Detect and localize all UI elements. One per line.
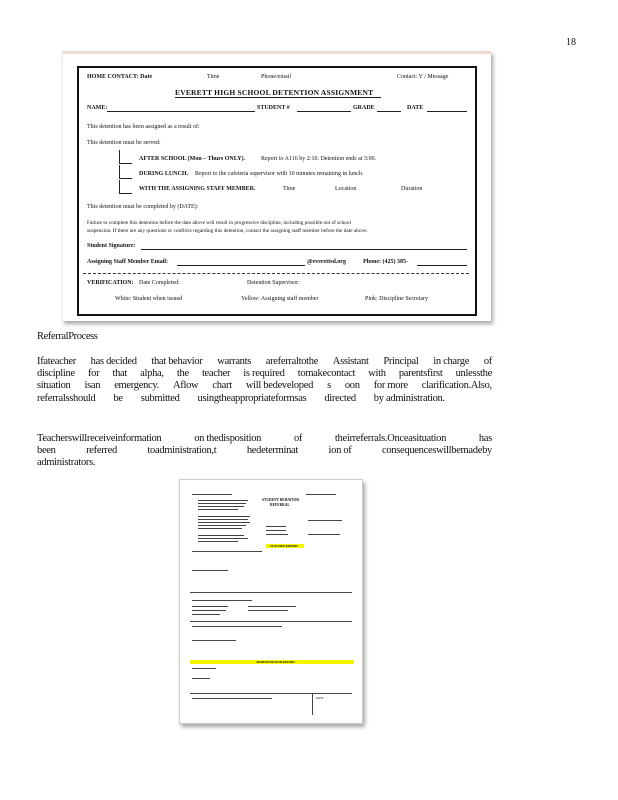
ref-line — [306, 494, 336, 495]
ref-line — [266, 530, 286, 531]
email-line — [177, 265, 305, 266]
paragraph-word: warrants — [217, 356, 252, 367]
referral-title-1: STUDENT BEHAVIOR — [262, 498, 299, 502]
completed-by: This detention must be completed by (DATE): — [87, 204, 199, 210]
paragraph-word: situation — [37, 380, 71, 392]
ref-line — [198, 535, 244, 536]
copy-white: White: Student when issued — [115, 296, 183, 302]
phone-label: Phone: (425) 385- — [363, 259, 408, 265]
paragraph-word: clarification.Also, — [421, 380, 492, 392]
teacher-report-label: TEACHER REPORT — [270, 544, 298, 548]
ref-line — [248, 610, 288, 611]
paragraph-word: by administration. — [373, 392, 445, 404]
date-label: DATE — [407, 105, 424, 111]
time-label: Time — [207, 74, 220, 80]
paragraph-word: tomakecontact — [297, 368, 356, 380]
ref-line — [192, 640, 236, 641]
ref-line — [198, 541, 238, 542]
must-be-served: This detention must be served: — [87, 140, 161, 146]
paragraph-word: has — [478, 433, 492, 444]
page-number: 18 — [566, 37, 576, 48]
paragraph-word: with — [368, 368, 386, 380]
ref-line — [198, 509, 238, 510]
paragraph-word: the — [176, 368, 189, 380]
ref-line — [266, 534, 288, 535]
detention-form-image — [62, 51, 491, 321]
paragraph-word: referralsshould — [37, 392, 96, 404]
admin-report-label: ADMINISTRATOR REPORT — [256, 660, 296, 664]
ref-line — [198, 538, 248, 539]
option-staff-duration: Duration — [401, 186, 423, 192]
name-line — [107, 111, 255, 112]
warning-line-2: suspension. If there are any questions or conflicts regarding this detention, contact the assigning staff member before the date above. — [87, 228, 368, 234]
paragraph-line — [37, 368, 492, 380]
paragraph-word: Assistant — [332, 356, 369, 367]
option-lunch-detail: Report to the cafeteria supervisor with 10 minutes remaining in lunch. — [195, 171, 364, 177]
student-number-label: STUDENT # — [257, 105, 290, 111]
ref-line — [198, 516, 250, 517]
paragraph-word: hedeterminat — [246, 445, 299, 457]
date-line — [427, 111, 467, 112]
copy-pink: Pink: Discipline Secretary — [365, 296, 428, 302]
referral-title-2: REFERRAL — [270, 503, 290, 507]
paragraph-word: administrators. — [37, 457, 96, 469]
paragraph-word: ion of — [328, 445, 352, 457]
referral-form-image — [179, 479, 363, 724]
option-staff-label: WITH THE ASSIGNING STAFF MEMBER. — [139, 186, 256, 192]
grade-line — [377, 111, 401, 112]
date-completed-label: Date Completed: — [139, 280, 180, 286]
paragraph-word: for more — [373, 380, 408, 392]
paragraph-word: oon — [344, 380, 360, 392]
ref-line — [198, 525, 246, 526]
home-contact-label: HOME CONTACT: Date — [87, 74, 153, 80]
paragraph-word: theirreferrals.Onceasituation — [334, 433, 447, 444]
paragraph-word: alpha, — [140, 368, 164, 380]
signature-line — [141, 249, 467, 250]
section-heading: ReferralProcess — [37, 331, 98, 342]
paragraph-line — [37, 433, 492, 445]
option-staff-time: Time — [283, 186, 296, 192]
option-checkbox-lunch — [119, 165, 132, 179]
paragraph-word: been — [37, 445, 56, 457]
ref-line — [192, 614, 220, 615]
ref-line — [192, 610, 226, 611]
paragraph-word: on thedisposition — [194, 433, 262, 444]
paragraph-word: usingtheappropriateformsas — [197, 392, 307, 404]
ref-line — [192, 600, 252, 601]
option-staff-location: Location — [335, 186, 357, 192]
paragraph-word: Ifateacher — [37, 356, 76, 367]
ref-divider — [312, 693, 313, 715]
paragraph-word: Teacherswillreceiveinformation — [37, 433, 162, 444]
paragraph-word: in charge — [433, 356, 470, 367]
paragraph-word: isan — [84, 380, 101, 392]
paragraph-word: submitted — [140, 392, 180, 404]
assigned-reason: This detention has been assigned as a result of: — [87, 124, 200, 130]
form-accent-line — [63, 52, 491, 54]
paragraph-word: Principal — [383, 356, 419, 367]
ref-line — [192, 668, 216, 669]
paragraph-line — [37, 445, 492, 457]
paragraph-word: parentsfirst — [398, 368, 443, 380]
ref-separator — [190, 592, 352, 593]
student-number-line — [297, 111, 351, 112]
paragraph-word: of — [293, 433, 303, 444]
paragraph-line — [37, 393, 492, 405]
referral-form — [188, 488, 354, 716]
paragraph-word: directed — [324, 392, 356, 404]
ref-line — [198, 519, 248, 520]
option-checkbox-staff — [119, 180, 132, 194]
ref-line — [308, 534, 340, 535]
paragraph-word: toadministration,t — [147, 445, 217, 457]
paragraph-word: unlessthe — [455, 368, 492, 380]
ref-separator — [190, 621, 352, 622]
paragraph-1 — [37, 356, 492, 405]
ref-line — [266, 526, 286, 527]
ref-line — [192, 606, 228, 607]
option-after-school-label: AFTER SCHOOL (Mon – Thurs ONLY). — [139, 156, 246, 162]
paragraph-word: has decided — [90, 356, 137, 367]
paragraph-line — [37, 380, 492, 392]
verification-label: VERIFICATION: — [87, 280, 134, 286]
name-label: NAME: — [87, 105, 108, 111]
grade-label: GRADE — [353, 105, 375, 111]
paragraph-word: that — [112, 368, 127, 380]
paragraph-word: s — [327, 380, 331, 392]
paragraph-word: of — [483, 356, 492, 367]
paragraph-2 — [37, 433, 492, 470]
referral-date-label: DATE — [316, 696, 324, 700]
paragraph-word: that behavior — [151, 356, 203, 367]
ref-line — [198, 522, 250, 523]
paragraph-word: for — [87, 368, 100, 380]
ref-separator — [190, 693, 352, 694]
paragraph-word: Aflow — [173, 380, 199, 392]
form-title: EVERETT HIGH SCHOOL DETENTION ASSIGNMENT — [175, 88, 374, 97]
paragraph-line — [37, 457, 492, 469]
paragraph-line — [37, 356, 492, 368]
ref-line — [308, 520, 342, 521]
paragraph-word: chart — [212, 380, 232, 392]
paragraph-word: consequenceswillbemadeby — [381, 445, 492, 457]
email-domain: @everettsd.org — [307, 259, 346, 265]
title-underline — [175, 97, 381, 98]
option-after-school-detail: Report to A116 by 2:10. Detention ends at 3:00. — [261, 156, 377, 162]
ref-line — [192, 570, 228, 571]
ref-line — [192, 678, 210, 679]
cut-line — [83, 273, 469, 274]
ref-line — [192, 698, 272, 699]
phone-line — [417, 265, 467, 266]
phone-email-label: Phone/email — [261, 74, 291, 80]
ref-line — [198, 528, 242, 529]
copy-yellow: Yellow: Assigning staff member — [241, 296, 319, 302]
ref-line — [192, 494, 232, 495]
ref-line — [198, 506, 244, 507]
ref-line — [198, 503, 246, 504]
ref-line — [248, 606, 296, 607]
student-signature-label: Student Signature: — [87, 243, 136, 249]
warning-line-1: Failure to complete this detention before the date above will result in progressive discipline, including possible out of school — [87, 220, 352, 226]
paragraph-word: teacher — [201, 368, 231, 380]
ref-line — [192, 626, 282, 627]
ref-line — [192, 551, 262, 552]
contact-yn-label: Contact: Y / Message — [397, 74, 449, 80]
paragraph-word: be — [113, 392, 123, 404]
paragraph-word: areferraltothe — [265, 356, 319, 367]
paragraph-word: emergency. — [114, 380, 159, 392]
option-lunch-label: DURING LUNCH. — [139, 171, 189, 177]
option-checkbox-after-school — [119, 150, 132, 164]
paragraph-word: referred — [86, 445, 117, 457]
detention-supervisor-label: Detention Supervisor: — [247, 280, 300, 286]
staff-email-label: Assigning Staff Member Email: — [87, 259, 169, 265]
paragraph-word: discipline — [37, 368, 75, 380]
paragraph-word: is required — [243, 368, 285, 380]
detention-form — [77, 66, 477, 316]
paragraph-word: will bedeveloped — [245, 380, 314, 392]
ref-line — [198, 500, 248, 501]
